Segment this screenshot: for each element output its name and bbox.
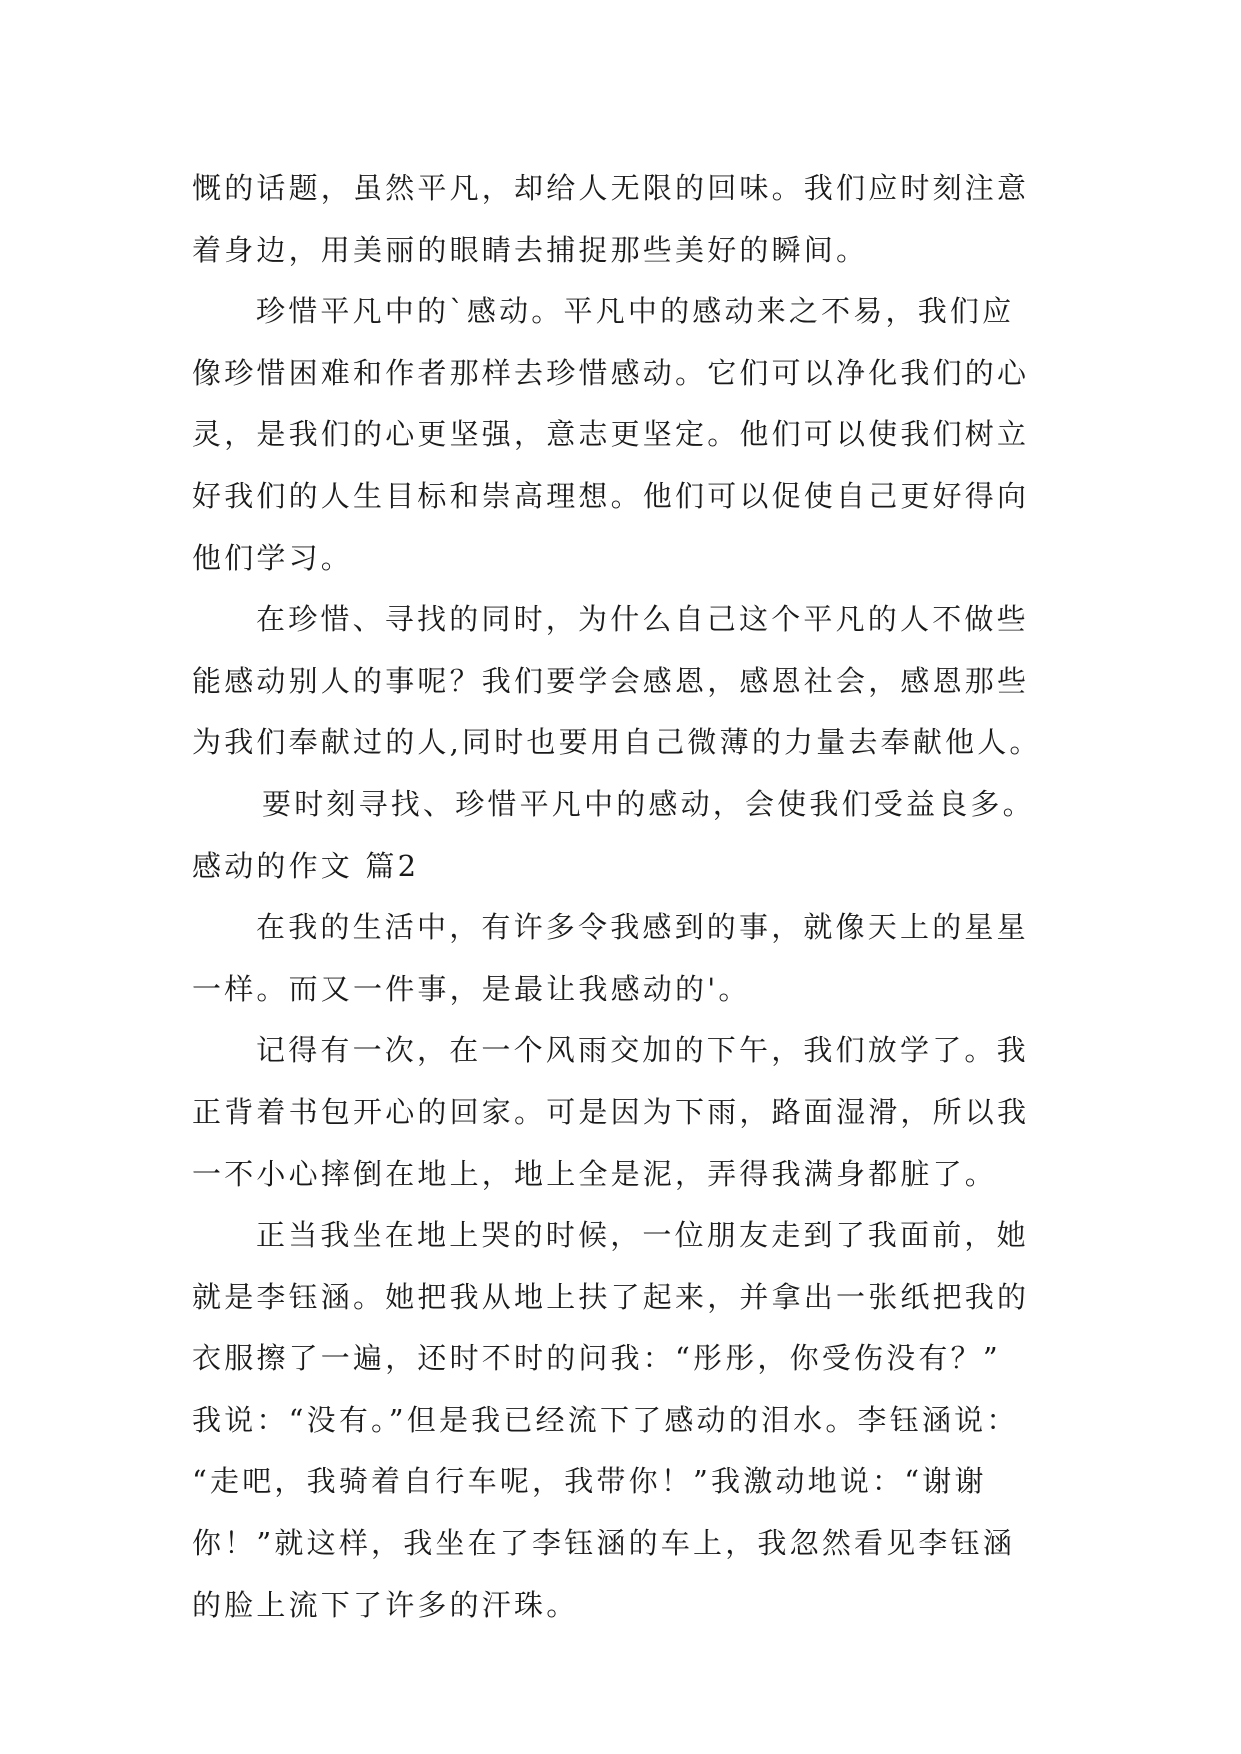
text-line: 着身边，用美丽的眼睛去捕捉那些美好的瞬间。: [192, 232, 869, 267]
paragraph-start-line: 记得有一次，在一个风雨交加的下午，我们放学了。我: [256, 1033, 1029, 1068]
paragraph-start-line: 珍惜平凡中的`感动。平凡中的感动来之不易，我们应: [256, 294, 1015, 329]
paragraph-start-line: 在珍惜、寻找的同时，为什么自己这个平凡的人不做些: [256, 602, 1029, 637]
text-line: 一样。而又一件事，是最让我感动的'。: [192, 971, 751, 1006]
text-line: 我说：“没有。”但是我已经流下了感动的泪水。李钰涵说：: [192, 1402, 1019, 1437]
text-line: 就是李钰涵。她把我从地上扶了起来，并拿出一张纸把我的: [192, 1279, 1030, 1314]
text-line: 慨的话题，虽然平凡，却给人无限的回味。我们应时刻注意: [192, 171, 1030, 205]
essay-text: [192, 158, 1062, 1636]
text-line: 好我们的人生目标和崇高理想。他们可以促使自己更好得向: [192, 478, 1030, 513]
essay-heading: 感动的作文 篇2: [192, 848, 420, 883]
text-line: “走吧，我骑着自行车呢，我带你！”我激动地说：“谢谢: [192, 1464, 987, 1499]
text-line: 像珍惜困难和作者那样去珍惜感动。它们可以净化我们的心: [192, 355, 1030, 390]
text-line: 衣服擦了一遍，还时不时的问我：“彤彤，你受伤没有？”: [192, 1341, 1001, 1376]
text-line: 你！”就这样，我坐在了李钰涵的车上，我忽然看见李钰涵: [192, 1526, 1016, 1561]
paragraph-start-line: 要时刻寻找、珍惜平凡中的感动，会使我们受益良多。: [262, 786, 1035, 821]
text-line: 灵，是我们的心更坚强，意志更坚定。他们可以使我们树立: [192, 417, 1030, 452]
paragraph-start-line: 在我的生活中，有许多令我感到的事，就像天上的星星: [256, 910, 1029, 945]
text-line: 能感动别人的事呢？我们要学会感恩，感恩社会，感恩那些: [192, 663, 1030, 698]
paragraph-start-line: 正当我坐在地上哭的时候，一位朋友走到了我面前，她: [256, 1218, 1029, 1253]
text-line: 一不小心摔倒在地上，地上全是泥，弄得我满身都脏了。: [192, 1156, 998, 1191]
text-line: 为我们奉献过的人,同时也要用自己微薄的力量去奉献他人。: [192, 725, 1042, 760]
text-line: 的脸上流下了许多的汗珠。: [192, 1587, 579, 1622]
text-line: 他们学习。: [192, 540, 354, 575]
text-line: 正背着书包开心的回家。可是因为下雨，路面湿滑，所以我: [192, 1094, 1030, 1129]
